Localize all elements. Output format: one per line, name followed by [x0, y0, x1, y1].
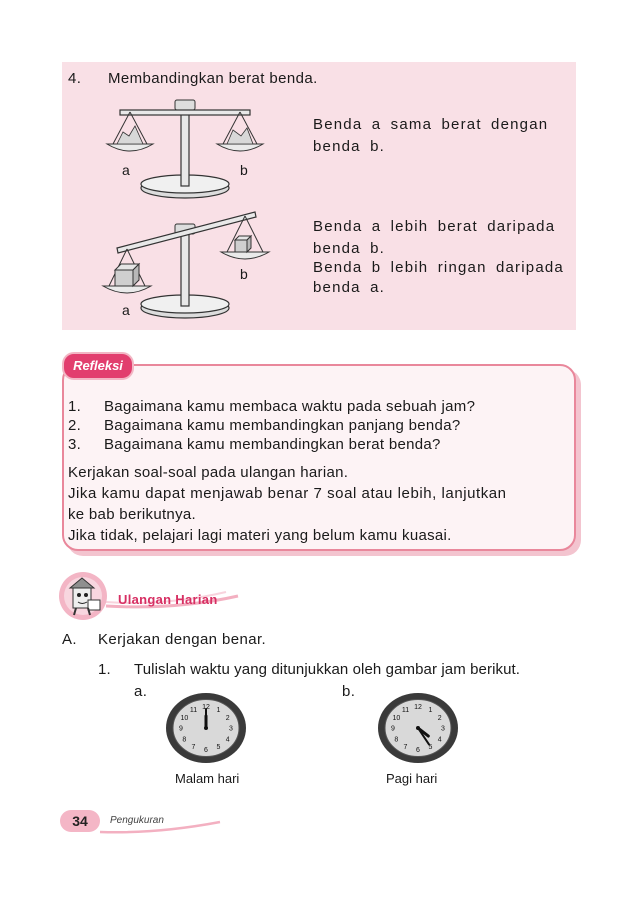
item-text: Tulislah waktu yang ditunjukkan oleh gambar jam berikut. — [134, 661, 521, 678]
section-number: 4. — [68, 70, 82, 87]
clock-numeral: 5 — [216, 744, 221, 752]
section-letter: A. — [62, 631, 77, 648]
clock-numeral: 7 — [403, 744, 408, 752]
clock-numeral: 1 — [216, 706, 221, 714]
clock-numeral: 6 — [204, 747, 208, 754]
clock-numeral: 7 — [191, 744, 196, 752]
question-number: 1. — [68, 398, 82, 415]
question-number: 2. — [68, 417, 82, 434]
clock-numeral: 2 — [437, 714, 442, 722]
ulangan-harian-label: Ulangan Harian — [118, 592, 218, 607]
scale2-text-line4: benda a. — [313, 279, 385, 296]
clock-numeral: 3 — [229, 725, 233, 733]
clock-b-letter: b. — [342, 683, 356, 700]
clock-b — [376, 692, 460, 764]
instruction-line: Kerjakan soal-soal pada ulangan harian. — [68, 464, 349, 481]
item-number: 1. — [98, 661, 111, 678]
instruction-line: Jika tidak, pelajari lagi materi yang belum kamu kuasai. — [68, 527, 452, 544]
question-text: Bagaimana kamu membaca waktu pada sebuah jam? — [104, 398, 476, 415]
clock-numeral: 12 — [202, 704, 210, 711]
clock-numeral: 9 — [179, 725, 183, 733]
scale2-label-a: a — [122, 302, 131, 318]
clock-numeral: 8 — [182, 736, 187, 744]
refleksi-tab: Refleksi — [62, 352, 134, 380]
clock-numeral: 10 — [180, 714, 189, 722]
clock-numeral: 11 — [189, 706, 198, 714]
clock-numeral: 1 — [428, 706, 433, 714]
clock-numeral: 6 — [416, 747, 420, 754]
scale1-text-line2: benda b. — [313, 138, 385, 155]
scale2-text-line2: benda b. — [313, 240, 385, 257]
scale2-text-line3: Benda b lebih ringan daripada — [313, 259, 564, 276]
clock-numeral: 9 — [391, 725, 395, 733]
clock-numeral: 2 — [225, 714, 230, 722]
clock-numeral: 4 — [437, 736, 442, 744]
mascot-icon — [64, 574, 104, 618]
question-number: 3. — [68, 436, 82, 453]
clock-numeral: 12 — [414, 704, 422, 711]
clock-a-caption: Malam hari — [175, 771, 240, 786]
clock-numeral: 10 — [392, 714, 401, 722]
page-number: 34 — [60, 810, 100, 832]
section-title: Membandingkan berat benda. — [108, 70, 318, 87]
question-text: Bagaimana kamu membandingkan berat benda? — [104, 436, 441, 453]
scale2-label-b: b — [240, 266, 249, 282]
scale1-label-a: a — [122, 162, 131, 178]
question-text: Bagaimana kamu membandingkan panjang benda? — [104, 417, 461, 434]
instruction-line: Jika kamu dapat menjawab benar 7 soal atau lebih, lanjutkan — [68, 485, 507, 502]
balanced-scale-illustration — [95, 96, 285, 206]
clock-a — [164, 692, 248, 764]
section-instruction: Kerjakan dengan benar. — [98, 631, 267, 648]
scale1-text-line1: Benda a sama berat dengan — [313, 116, 549, 133]
clock-numeral: 3 — [441, 725, 445, 733]
clock-numeral: 4 — [225, 736, 230, 744]
chapter-title: Pengukuran — [110, 815, 164, 826]
instruction-line: ke bab berikutnya. — [68, 506, 196, 523]
clock-numeral: 11 — [401, 706, 410, 714]
clock-numeral: 8 — [394, 736, 399, 744]
clock-numeral: 5 — [428, 744, 433, 752]
clock-a-letter: a. — [134, 683, 148, 700]
clock-b-caption: Pagi hari — [386, 771, 438, 786]
scale1-label-b: b — [240, 162, 249, 178]
scale2-text-line1: Benda a lebih berat daripada — [313, 218, 556, 235]
